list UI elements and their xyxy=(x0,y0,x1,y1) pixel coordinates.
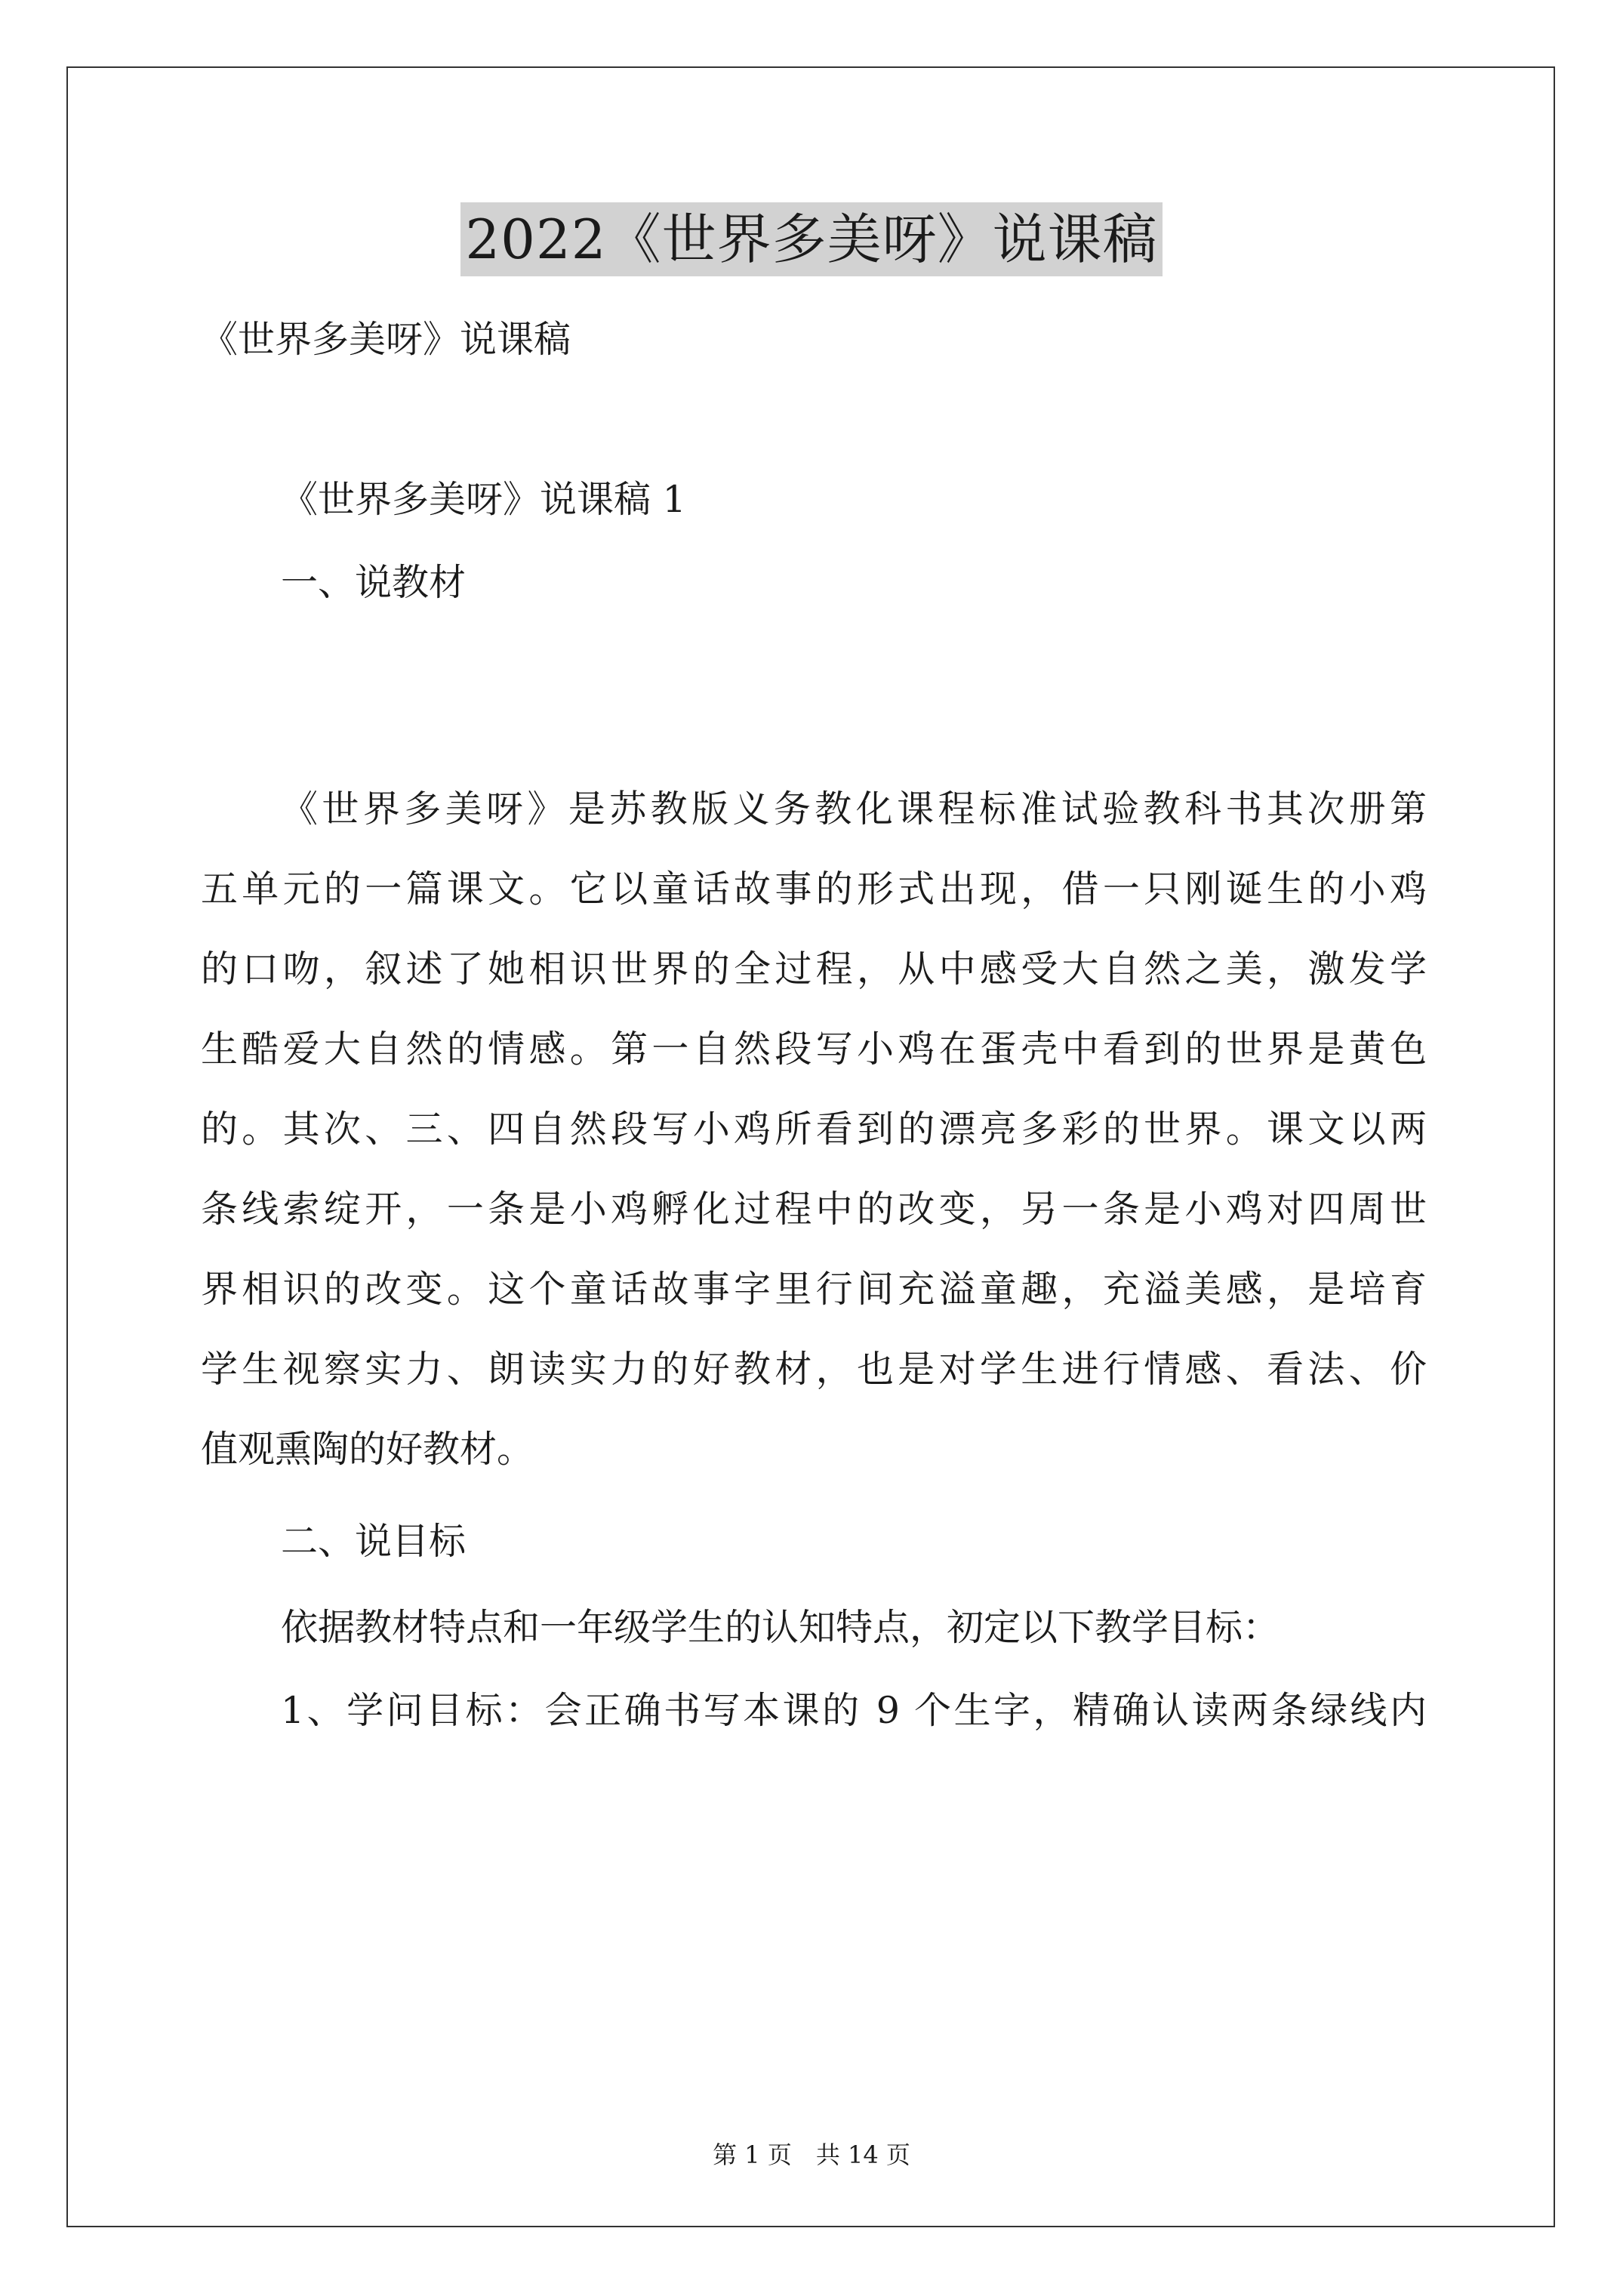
section-title: 《世界多美呀》说课稿 1 xyxy=(281,478,686,521)
heading-goals: 二、说目标 xyxy=(281,1520,467,1563)
paragraph-line: 生酷爱大自然的情感。第一自然段写小鸡在蛋壳中看到的世界是黄色 xyxy=(201,1028,1427,1071)
paragraph-line: 的。其次、三、四自然段写小鸡所看到的漂亮多彩的世界。课文以两 xyxy=(201,1108,1427,1151)
paragraph-line: 条线索绽开，一条是小鸡孵化过程中的改变，另一条是小鸡对四周世 xyxy=(201,1188,1427,1231)
paragraph-line: 《世界多美呀》是苏教版义务教化课程标准试验教科书其次册第 xyxy=(281,787,1427,831)
document-subtitle: 《世界多美呀》说课稿 xyxy=(201,318,571,361)
paragraph-line: 学生视察实力、朗读实力的好教材，也是对学生进行情感、看法、价 xyxy=(201,1348,1427,1391)
paragraph-line: 五单元的一篇课文。它以童话故事的形式出现，借一只刚诞生的小鸡 xyxy=(201,868,1427,911)
heading-teaching-material: 一、说教材 xyxy=(281,561,467,604)
page-footer: 第 1 页 共 14 页 xyxy=(713,2140,910,2169)
paragraph-line: 界相识的改变。这个童话故事字里行间充溢童趣，充溢美感，是培育 xyxy=(201,1268,1427,1311)
paragraph-line: 值观熏陶的好教材。 xyxy=(201,1428,534,1471)
title-container xyxy=(0,202,1623,276)
paragraph-goals-intro: 依据教材特点和一年级学生的认知特点，初定以下教学目标： xyxy=(281,1606,1280,1649)
paragraph-line: 的口吻，叙述了她相识世界的全过程，从中感受大自然之美，激发学 xyxy=(201,948,1427,991)
paragraph-knowledge-goal: 1、学问目标：会正确书写本课的 9 个生字，精确认读两条绿线内 xyxy=(281,1689,1427,1732)
document-title: 2022《世界多美呀》说课稿 xyxy=(460,202,1162,276)
